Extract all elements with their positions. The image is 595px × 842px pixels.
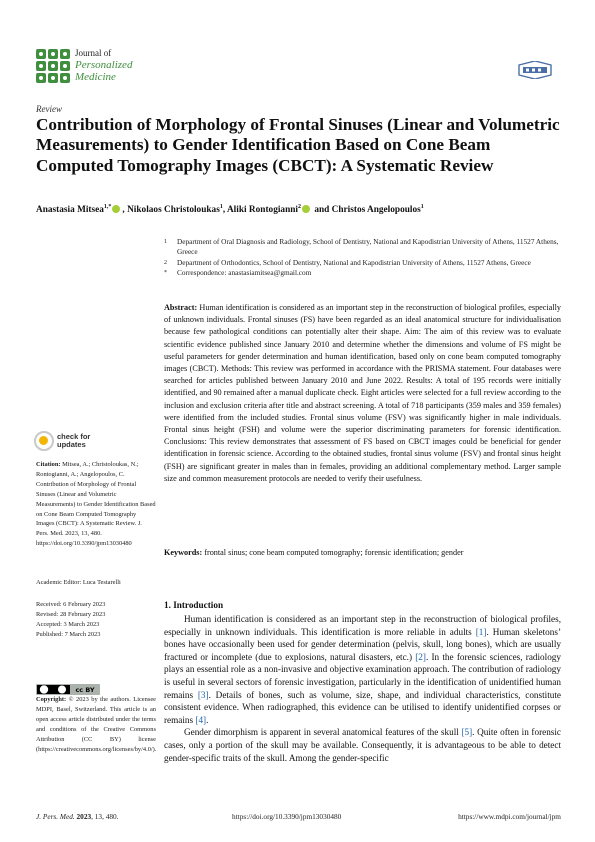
affiliations — [164, 237, 564, 278]
footer-citation — [36, 812, 119, 821]
affiliation-item — [164, 258, 564, 268]
text-run: . Quite often in forensic cases, only a portion of the skull may be available. Consequently, it is advantageous to be able to detect gender-specific traits of the skull. Among the gender-specific — [164, 727, 562, 763]
affiliation-number: * — [164, 269, 167, 276]
check-updates-line2: updates — [57, 440, 86, 449]
date-item: Published: 7 March 2023 — [36, 630, 101, 638]
citation-ref-2[interactable]: [2] — [415, 651, 426, 662]
section-heading-introduction: 1. Introduction — [164, 600, 224, 610]
orcid-icon[interactable] — [112, 205, 120, 213]
keywords-text: frontal sinus; cone beam computed tomography; forensic identification; gender — [202, 548, 464, 557]
check-updates-label — [57, 433, 90, 449]
abstract — [164, 302, 561, 485]
copyright-text: © 2023 by the authors. Licensee MDPI, Basel, Switzerland. This article is an open access article distributed under the terms and conditions of the Creative Commons Attribution (CC BY) license (https://creativecommons.org/licenses/by/4.0/). — [36, 696, 157, 753]
check-updates-line1: check for — [57, 432, 91, 441]
affiliation-number: 1 — [164, 239, 167, 245]
text-run: . — [206, 714, 209, 725]
author-affiliation-marker: 2 — [298, 203, 301, 210]
author-affiliation-marker: 1 — [420, 203, 424, 210]
affiliation-text: Department of Orthodontics, School of Dentistry, National and Kapodistrian University of Athens, 11527 Athens, Greece — [177, 257, 531, 267]
text-run: . Details of bones, such as volume, size, shape, and individual characteristics, constitute consistent evidence. When radiographed, this evidence can be utilised to identify unidentified corpses or remains — [164, 689, 561, 725]
text-run: Human identification is considered as an important step in the reconstruction of biological profiles, especially in unknown individuals. This identification is more reliable in adults — [164, 614, 561, 637]
citation-label: Citation: — [36, 461, 61, 468]
orcid-icon[interactable] — [302, 205, 310, 213]
copyright-label: Copyright: — [36, 696, 67, 703]
affiliation-text: Correspondence: anastasiamitsea@gmail.com — [177, 267, 312, 277]
date-item: Revised: 28 February 2023 — [36, 610, 106, 618]
affiliation-number: 2 — [164, 259, 167, 266]
keywords-label: Keywords: — [164, 548, 203, 557]
journal-name — [75, 48, 132, 83]
text-run: Gender dimorphism is apparent in several anatomical features of the skull — [184, 727, 462, 738]
date-item: Accepted: 3 March 2023 — [36, 620, 100, 628]
copyright-block — [36, 684, 156, 754]
introduction-text — [164, 613, 561, 764]
paragraph — [164, 613, 561, 726]
footer-journal: J. Pers. Med. — [36, 812, 75, 821]
academic-editor: Academic Editor: Luca Testarelli — [36, 579, 121, 586]
author-affiliation-marker: 1 — [219, 203, 223, 210]
citation-ref-4[interactable]: [4] — [195, 714, 207, 725]
author-name: Nikolaos Christoloukas — [127, 205, 220, 215]
citation-block — [36, 460, 156, 549]
footer-journal-link[interactable]: https://www.mdpi.com/journal/jpm — [458, 812, 561, 821]
dates-block — [36, 600, 156, 640]
author-name: Anastasia Mitsea — [36, 205, 104, 215]
footer-year: 2023 — [76, 812, 92, 821]
abstract-label: Abstract: — [164, 303, 198, 312]
journal-name-line3: Medicine — [75, 71, 116, 83]
cc-badge-text: cc BY — [75, 686, 95, 695]
footer-volume: , 13, 480. — [91, 812, 119, 821]
check-for-updates-button[interactable] — [34, 431, 90, 451]
author-separator: , — [222, 205, 227, 215]
abstract-text: Human identification is considered as an important step in the reconstruction of biological profiles, especially of unknown individuals. Frontal sinuses (FS) have been regarded as an ideal anatomical structure for individualisation because few pathological conditions can potentially alter their shape. Aim: The aim of this review was to evaluate scientific evidence published since January 2010 and determine whether the dimensions and volume of FS might be useful parameters for gender determination and human identification, based only on cone beam computed tomography images (CBCT). Methods: This review was performed in accordance with the PRISMA statement. Four databases were searched for articles published between January 2010 and June 2022. Results: A total of 195 records were initially identified, and 90 remained after a manual duplicate check. Eight articles were selected for a full review according to the inclusion and exclusion criteria after title and abstract screening. A total of 718 participants (359 males and 359 females) were identified from the included studies. Frontal sinus volume (FSV) was significantly higher in male individuals. Frontal sinus height (FSH) and volume were the superior discriminating parameters for forensic identification. Conclusions: This review demonstrates that assessment of FS based on CBCT images could be beneficial for gender identification in forensic science. According to the obtained studies, frontal sinus volume (FSV) and frontal sinus height (FSH) are significant greater in males than in females, providing an additional complementary method. Larger sample size and common measurement protocols are needed to verify their usefulness. — [164, 303, 561, 483]
mdpi-logo[interactable] — [517, 61, 553, 79]
author-name: Aliki Rontogianni — [226, 205, 298, 215]
journal-name-line1: Journal of — [75, 48, 112, 58]
citation-ref-5[interactable]: [5] — [461, 727, 473, 738]
journal-logo — [36, 49, 70, 83]
affiliation-item — [164, 237, 564, 258]
citation-ref-3[interactable]: [3] — [197, 689, 209, 700]
text-run: . In the forensic sciences, radiology plays an essential role as a non-invasive and objective examination approach. The contribution of radiology is useful in several sectors of forensic investigation, particularly in the identification of unidentified human remains — [164, 651, 561, 700]
author-name: Christos Angelopoulos — [331, 205, 421, 215]
footer-doi-link[interactable]: https://doi.org/10.3390/jpm13030480 — [232, 812, 342, 821]
article-title: Contribution of Morphology of Frontal Sinuses (Linear and Volumetric Measurements) to Gender Identification Based on Cone Beam Computed Tomography Images (CBCT): A Systematic Review — [36, 115, 560, 175]
affiliation-text: Department of Oral Diagnosis and Radiology, School of Dentistry, National and Kapodistrian University of Athens, 11527 Athens, Greece — [177, 237, 559, 257]
author-list — [36, 205, 566, 215]
date-item: Received: 6 February 2023 — [36, 601, 106, 608]
journal-name-line2: Personalized — [75, 59, 133, 71]
paragraph — [164, 726, 561, 764]
cc-by-license-icon[interactable] — [36, 684, 100, 695]
affiliation-item — [164, 268, 564, 278]
author-separator: , — [122, 205, 128, 215]
article-type: Review — [36, 104, 62, 114]
citation-ref-1[interactable]: [1] — [475, 626, 487, 637]
keywords — [164, 547, 561, 558]
check-updates-icon — [34, 431, 54, 451]
citation-text: Mitsea, A.; Christoloukas, N.; Rontogianni, A.; Angelopoulos, C. Contribution of Morphology of Frontal Sinuses (Linear and Volumetric Measurements) to Gender Identification Based on Cone Beam Computed Tomography Images (CBCT): A Systematic Review. J. Pers. Med. 2023, 13, 480. https://doi.org/10.3390/jpm13030480 — [36, 461, 156, 548]
author-affiliation-marker: 1,* — [103, 203, 112, 210]
author-separator: and — [312, 205, 332, 215]
text-run: . Human skeletons’ bones have occasionally been used for gender determination (pelvis, skull, long bones), which are usually fractured or incomplete (due to explosions, natural disasters, etc.) — [164, 626, 561, 662]
